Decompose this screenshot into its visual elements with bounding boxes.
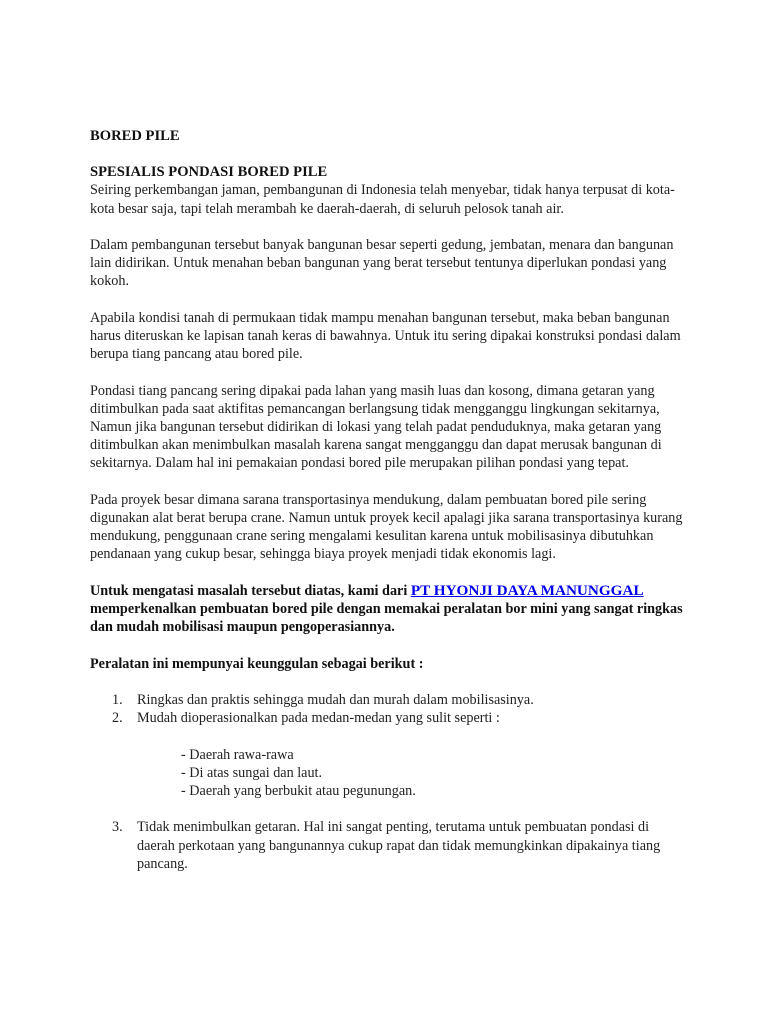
company-link[interactable]: PT HYONJI DAYA MANUNGGAL — [410, 581, 644, 599]
advantages-heading: Peralatan ini mempunyai keunggulan sebagai berikut : — [90, 655, 424, 672]
sublist-item: - Daerah rawa-rawa — [181, 746, 294, 763]
sublist-item: - Di atas sungai dan laut. — [181, 764, 323, 781]
sublist-item: - Daerah yang berbukit atau pegunungan. — [181, 782, 416, 799]
list-item — [90, 691, 690, 709]
list-item — [90, 818, 690, 873]
list-item-number: 1. — [112, 691, 123, 708]
paragraph-1: Seiring perkembangan jaman, pembangunan di Indonesia telah menyebar, tidak hanya terpusat di kota-kota besar saja, tapi telah merambah ke daerah-daerah, di seluruh pelosok tanah air. — [90, 182, 675, 217]
list-item-number: 2. — [112, 710, 123, 727]
company-intro-paragraph — [90, 582, 690, 637]
paragraph-2: Dalam pembangunan tersebut banyak bangunan besar seperti gedung, jembatan, menara dan bangunan lain didirikan. Untuk menahan beban bangunan yang berat tersebut tentunya diperlukan pondasi yang kokoh. — [90, 237, 674, 290]
company-intro-before: Untuk mengatasi masalah tersebut diatas, kami dari — [90, 582, 411, 599]
advantages-list — [90, 691, 690, 727]
advantages-list-continued — [90, 818, 690, 873]
list-item-number: 3. — [112, 819, 123, 836]
terrain-sublist — [181, 746, 690, 801]
document-page — [90, 127, 690, 873]
document-subtitle: SPESIALIS PONDASI BORED PILE — [90, 164, 328, 181]
list-item-text: Ringkas dan praktis sehingga mudah dan murah dalam mobilisasinya. — [137, 691, 534, 708]
list-item — [90, 709, 690, 727]
list-item-text: Tidak menimbulkan getaran. Hal ini sangat penting, terutama untuk pembuatan pondasi di daerah perkotaan yang bangunannya cukup rapat dan tidak memungkinkan dipakainya tiang pancang. — [137, 819, 661, 872]
company-intro-after: memperkenalkan pembuatan bored pile dengan memakai peralatan bor mini yang sangat ringkas dan mudah mobilisasi maupun pengoperasiannya. — [90, 601, 683, 636]
paragraph-3: Apabila kondisi tanah di permukaan tidak mampu menahan bangunan tersebut, maka beban bangunan harus diteruskan ke lapisan tanah keras di bawahnya. Untuk itu sering dipakai konstruksi pondasi dalam berupa tiang pancang atau bored pile. — [90, 309, 681, 363]
paragraph-4: Pondasi tiang pancang sering dipakai pada lahan yang masih luas dan kosong, dimana getaran yang ditimbulkan pada saat aktifitas pemancangan berlangsung tidak mengganggu lingkungan sekitarnya, Namun jika bangunan tersebut didirikan di lokasi yang telah padat penduduknya, maka getaran yang ditimbulkan akan menimbulkan masalah karena sangat mengganggu dan dapat merusak bangunan di sekitarnya. Dalam hal ini pemakaian pondasi bored pile merupakan pilihan pondasi yang tepat. — [90, 382, 662, 472]
paragraph-5: Pada proyek besar dimana sarana transportasinya mendukung, dalam pembuatan bored pile sering digunakan alat berat berupa crane. Namun untuk proyek kecil apalagi jika sarana transportasinya kurang mendukung, penggunaan crane sering mengalami kesulitan karena untuk mobilisasinya dibutuhkan pendanaan yang cukup besar, sehingga biaya proyek menjadi tidak ekonomis lagi. — [90, 491, 683, 563]
document-title: BORED PILE — [90, 128, 180, 144]
list-item-text: Mudah dioperasionalkan pada medan-medan yang sulit seperti : — [137, 710, 500, 727]
